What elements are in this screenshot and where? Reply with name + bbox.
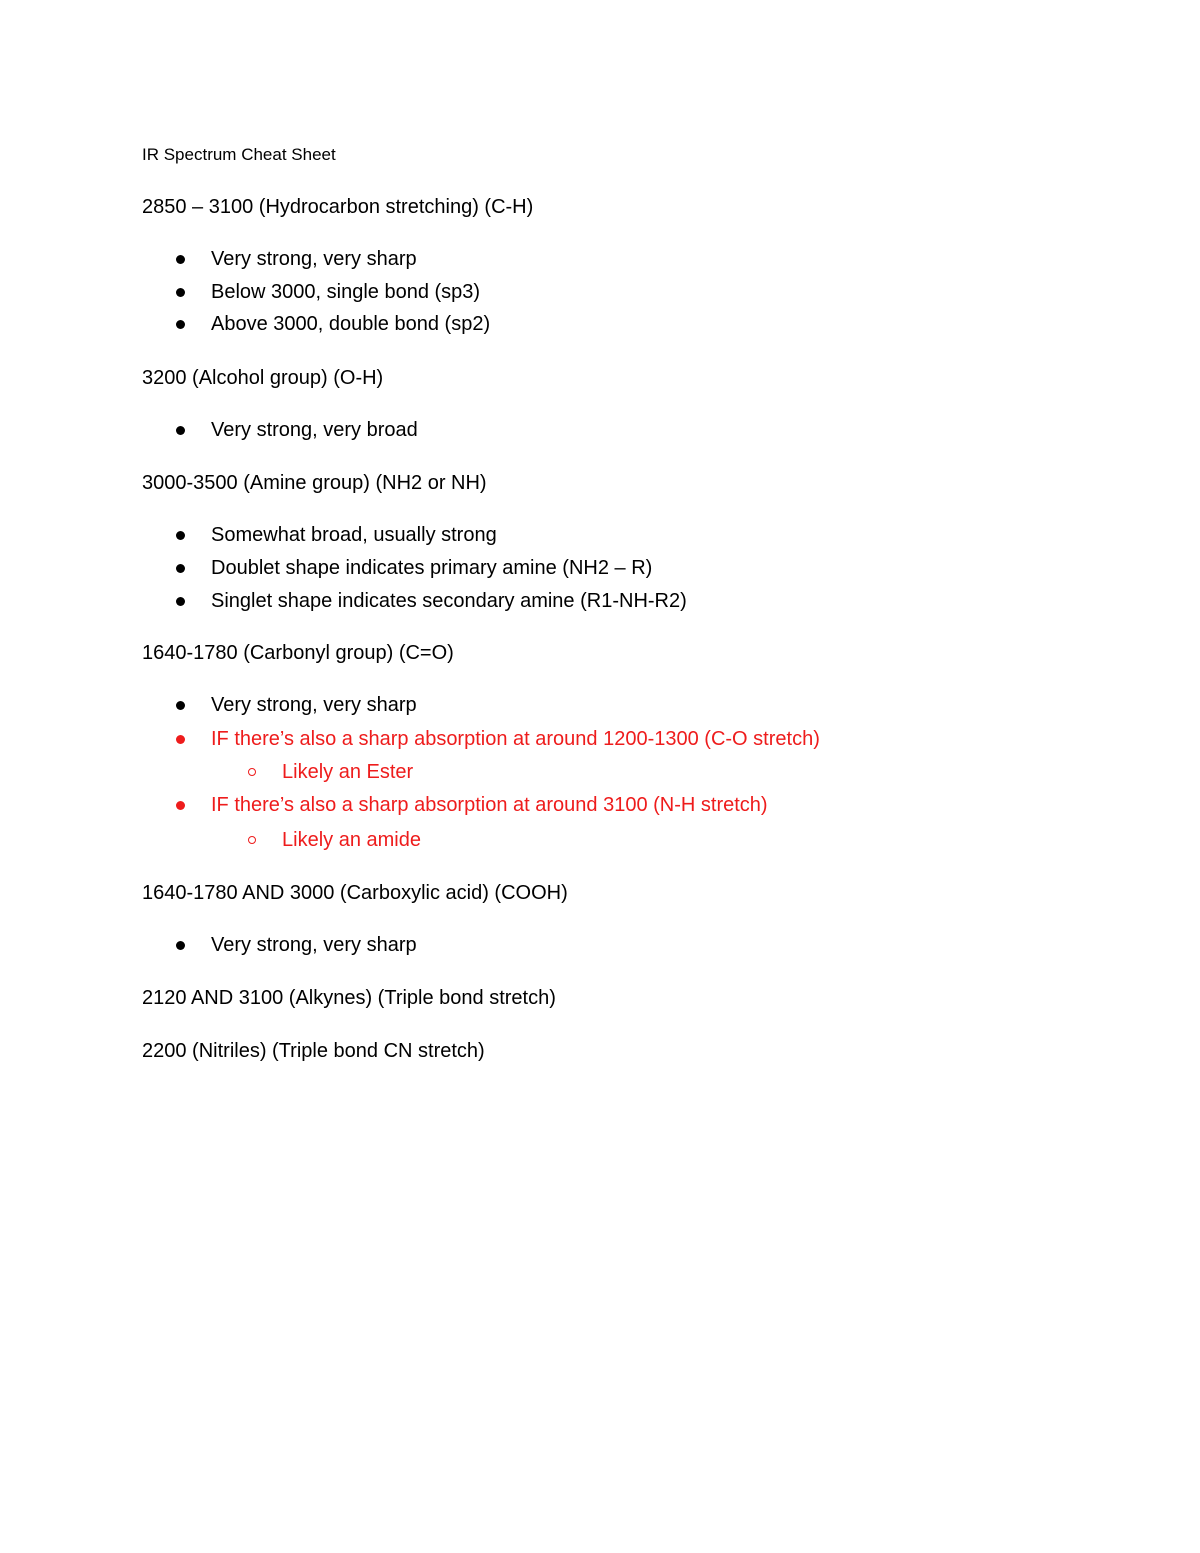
bullet-text: Singlet shape indicates secondary amine (R1-NH-R2) [211,590,687,612]
section-heading-carbonyl: 1640-1780 (Carbonyl group) (C=O) [142,642,454,664]
hollow-circle-bullet-icon [248,768,256,776]
bullet-text: Very strong, very sharp [211,694,417,716]
bullet-text: Doublet shape indicates primary amine (NH2 – R) [211,557,653,579]
bullet-dot-icon [176,597,185,606]
bullet-dot-icon [176,701,185,710]
bullet-dot-icon [176,288,185,297]
section-heading-alkynes: 2120 AND 3100 (Alkynes) (Triple bond stretch) [142,987,556,1009]
bullet-dot-icon [176,801,185,810]
bullet-dot-icon [176,531,185,540]
bullet-text: Somewhat broad, usually strong [211,524,497,546]
bullet-dot-icon [176,564,185,573]
bullet-dot-icon [176,426,185,435]
document-title: IR Spectrum Cheat Sheet [142,145,336,164]
section-heading-nitriles: 2200 (Nitriles) (Triple bond CN stretch) [142,1040,485,1062]
subbullet-text: Likely an amide [282,829,421,851]
bullet-dot-icon [176,735,185,744]
bullet-text: Very strong, very broad [211,419,418,441]
bullet-text: IF there’s also a sharp absorption at around 3100 (N-H stretch) [211,794,768,816]
section-heading-carboxylic-acid: 1640-1780 AND 3000 (Carboxylic acid) (COOH) [142,882,568,904]
bullet-text: Below 3000, single bond (sp3) [211,281,481,303]
hollow-circle-bullet-icon [248,836,256,844]
subbullet-text: Likely an Ester [282,761,414,783]
bullet-text: Very strong, very sharp [211,934,417,956]
bullet-dot-icon [176,255,185,264]
bullet-dot-icon [176,941,185,950]
bullet-text: IF there’s also a sharp absorption at around 1200-1300 (C-O stretch) [211,728,820,750]
bullet-text: Above 3000, double bond (sp2) [211,313,491,335]
section-heading-amine: 3000-3500 (Amine group) (NH2 or NH) [142,472,487,494]
section-heading-alcohol: 3200 (Alcohol group) (O-H) [142,367,384,389]
bullet-dot-icon [176,320,185,329]
section-heading-hydrocarbon: 2850 – 3100 (Hydrocarbon stretching) (C-H) [142,196,534,218]
bullet-text: Very strong, very sharp [211,248,417,270]
